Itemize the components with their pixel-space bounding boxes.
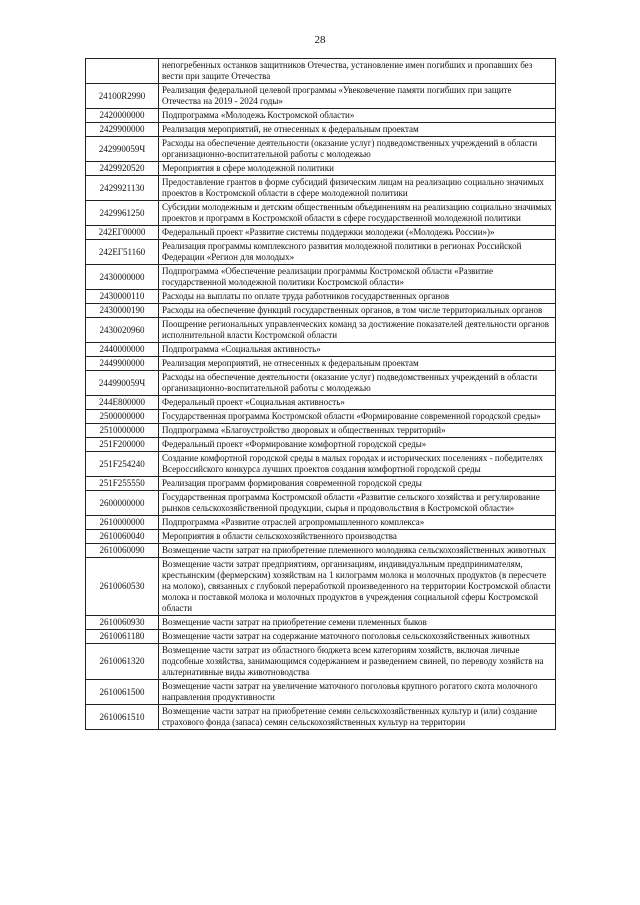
target-article-code: 251F254240: [86, 452, 159, 477]
target-article-description: непогребенных останков защитников Отечества, установление имен погибших и пропавших без вести при защите Отечества: [159, 59, 556, 84]
target-article-description: Реализация мероприятий, не отнесенных к федеральным проектам: [159, 357, 556, 371]
target-article-description: Государственная программа Костромской области «Формирование современной городской среды»: [159, 410, 556, 424]
table-row: [86, 176, 556, 201]
table-row: [86, 201, 556, 226]
table-row: [86, 318, 556, 343]
target-article-code: 2429900000: [86, 123, 159, 137]
target-article-code: 2610060530: [86, 558, 159, 616]
table-body: [86, 59, 556, 730]
target-article-description: Подпрограмма «Социальная активность»: [159, 343, 556, 357]
target-article-code: 2610061500: [86, 680, 159, 705]
target-article-description: Подпрограмма «Молодежь Костромской области»: [159, 109, 556, 123]
target-article-description: Предоставление грантов в форме субсидий физическим лицам на реализацию социально значимых проектов в Костромской области в сфере молодежной политики: [159, 176, 556, 201]
table-row: [86, 616, 556, 630]
table-row: [86, 644, 556, 680]
budget-classification-table: [85, 58, 556, 730]
target-article-code: 24100R2990: [86, 84, 159, 109]
table-row: [86, 343, 556, 357]
target-article-description: Федеральный проект «Формирование комфортной городской среды»: [159, 438, 556, 452]
target-article-code: 2420000000: [86, 109, 159, 123]
target-article-description: Расходы на выплаты по оплате труда работников государственных органов: [159, 290, 556, 304]
target-article-code: 2610061180: [86, 630, 159, 644]
table-row: [86, 558, 556, 616]
table-row: [86, 137, 556, 162]
table-row: [86, 109, 556, 123]
target-article-code: 2440000000: [86, 343, 159, 357]
table-row: [86, 424, 556, 438]
target-article-description: Реализация мероприятий, не отнесенных к федеральным проектам: [159, 123, 556, 137]
target-article-code: 2610000000: [86, 516, 159, 530]
target-article-description: Возмещение части затрат на содержание маточного поголовья сельскохозяйственных животных: [159, 630, 556, 644]
target-article-code: 244E800000: [86, 396, 159, 410]
table-row: [86, 290, 556, 304]
target-article-description: Возмещение части затрат на приобретение семян сельскохозяйственных культур и (или) создание страхового фонда (запаса) семян сельскохозяйственных культур на территории: [159, 705, 556, 730]
table-row: [86, 84, 556, 109]
target-article-description: Возмещение части затрат из областного бюджета всем категориям хозяйств, включая личные подсобные хозяйства, занимающимся содержанием и разведением свиней, по переводу хозяйств на альтернативные виды животноводства: [159, 644, 556, 680]
target-article-code: 2510000000: [86, 424, 159, 438]
table-row: [86, 162, 556, 176]
target-article-code: 244990059Ч: [86, 371, 159, 396]
target-article-code: 2610060090: [86, 544, 159, 558]
target-article-code: 2430020960: [86, 318, 159, 343]
target-article-description: Государственная программа Костромской области «Развитие сельского хозяйства и регулирование рынков сельскохозяйственной продукции, сырья и продовольствия в Костромской области»: [159, 491, 556, 516]
target-article-code: 2610061510: [86, 705, 159, 730]
target-article-code: 251F200000: [86, 438, 159, 452]
table-row: [86, 491, 556, 516]
page-number: 28: [314, 34, 326, 46]
target-article-code: 2500000000: [86, 410, 159, 424]
target-article-code: 2430000110: [86, 290, 159, 304]
target-article-code: 2610060040: [86, 530, 159, 544]
table-row: [86, 396, 556, 410]
table-row: [86, 477, 556, 491]
target-article-code: 2429920520: [86, 162, 159, 176]
table-row: [86, 357, 556, 371]
target-article-code: 251F255550: [86, 477, 159, 491]
target-article-description: Подпрограмма «Развитие отраслей агропромышленного комплекса»: [159, 516, 556, 530]
target-article-description: Возмещение части затрат на приобретение семени племенных быков: [159, 616, 556, 630]
target-article-description: Возмещение части затрат предприятиям, организациям, индивидуальным предпринимателям, крестьянским (фермерским) хозяйствам на 1 килограмм молока и молочных продуктов (в пересчете на молоко), связанных с глубокой переработкой произведенного на территории Костромской области молока и поставкой молока и молочных продуктов в учреждения социальной сферы Костромской области: [159, 558, 556, 616]
table-row: [86, 516, 556, 530]
table-row: [86, 680, 556, 705]
target-article-description: Расходы на обеспечение деятельности (оказание услуг) подведомственных учреждений в области организационно-воспитательной работы с молодежью: [159, 137, 556, 162]
table-row: [86, 371, 556, 396]
target-article-description: Возмещение части затрат на увеличение маточного поголовья крупного рогатого скота молочного направления продуктивности: [159, 680, 556, 705]
target-article-code: 242990059Ч: [86, 137, 159, 162]
target-article-description: Федеральный проект «Развитие системы поддержки молодежи («Молодежь России»)»: [159, 226, 556, 240]
target-article-code: 2430000190: [86, 304, 159, 318]
table-row: [86, 123, 556, 137]
target-article-description: Мероприятия в сфере молодежной политики: [159, 162, 556, 176]
target-article-description: Реализация федеральной целевой программы «Увековечение памяти погибших при защите Отечества на 2019 - 2024 годы»: [159, 84, 556, 109]
target-article-description: Возмещение части затрат на приобретение племенного молодняка сельскохозяйственных животных: [159, 544, 556, 558]
target-article-code: 2429961250: [86, 201, 159, 226]
table-row: [86, 530, 556, 544]
target-article-code: 2610060930: [86, 616, 159, 630]
target-article-code: [86, 59, 159, 84]
table-row: [86, 265, 556, 290]
target-article-description: Федеральный проект «Социальная активность»: [159, 396, 556, 410]
target-article-code: 242ЕГ51160: [86, 240, 159, 265]
target-article-description: Расходы на обеспечение деятельности (оказание услуг) подведомственных учреждений в области организационно-воспитательной работы с молодежью: [159, 371, 556, 396]
target-article-code: 2429921130: [86, 176, 159, 201]
target-article-code: 2610061320: [86, 644, 159, 680]
table-row: [86, 630, 556, 644]
table-row: [86, 226, 556, 240]
table-row: [86, 59, 556, 84]
target-article-description: Подпрограмма «Обеспечение реализации программы Костромской области «Развитие государственной молодежной политики Костромской области»: [159, 265, 556, 290]
target-article-description: Расходы на обеспечение функций государственных органов, в том числе территориальных органов: [159, 304, 556, 318]
target-article-code: 2449900000: [86, 357, 159, 371]
target-article-description: Создание комфортной городской среды в малых городах и исторических поселениях - победителях Всероссийского конкурса лучших проектов создания комфортной городской среды: [159, 452, 556, 477]
table-row: [86, 544, 556, 558]
target-article-code: 2430000000: [86, 265, 159, 290]
target-article-code: 2600000000: [86, 491, 159, 516]
target-article-description: Поощрение региональных управленческих команд за достижение показателей деятельности органов исполнительной власти Костромской области: [159, 318, 556, 343]
table-row: [86, 410, 556, 424]
target-article-description: Подпрограмма «Благоустройство дворовых и общественных территорий»: [159, 424, 556, 438]
table-row: [86, 705, 556, 730]
table-row: [86, 438, 556, 452]
table-row: [86, 240, 556, 265]
table-row: [86, 452, 556, 477]
target-article-description: Реализация программы комплексного развития молодежной политики в регионах Российской Федерации «Регион для молодых»: [159, 240, 556, 265]
target-article-code: 242ЕГ00000: [86, 226, 159, 240]
target-article-description: Мероприятия в области сельскохозяйственного производства: [159, 530, 556, 544]
target-article-description: Реализация программ формирования современной городской среды: [159, 477, 556, 491]
table-row: [86, 304, 556, 318]
target-article-description: Субсидии молодежным и детским общественным объединениям на реализацию социально значимых проектов и программ в Костромской области в сфере государственной молодежной политики: [159, 201, 556, 226]
